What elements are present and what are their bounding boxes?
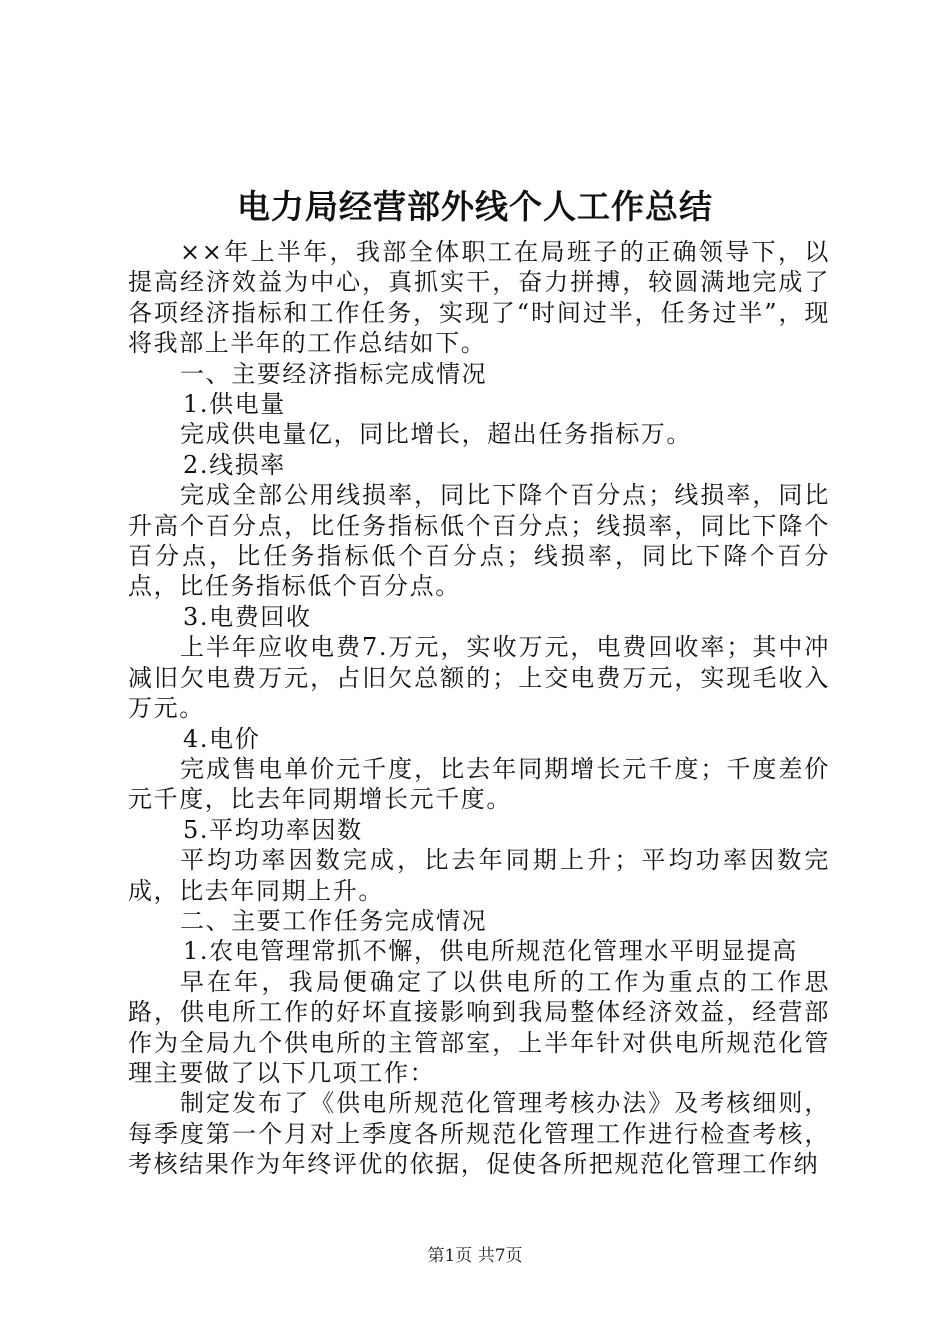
paragraph-intro: ××年上半年，我部全体职工在局班子的正确领导下，以提高经济效益为中心，真抓实干，奋力拼搏，较圆满地完成了各项经济指标和工作任务，实现了“时间过半，任务过半”，现将我部上半年的工作总结如下。 [128,238,830,358]
document-title: 电力局经营部外线个人工作总结 [237,187,713,226]
paragraph-power-supply: 完成供电量亿，同比增长，超出任务指标万。 [180,420,692,449]
subheading-price: 4.电价 [183,724,261,753]
subheading-power-factor: 5.平均功率因数 [183,815,363,844]
page-footer: 第1页 共7页 [427,1246,523,1266]
subheading-rural-management: 1.农电管理常抓不懈，供电所规范化管理水平明显提高 [183,937,798,966]
subheading-line-loss: 2.线损率 [183,450,286,479]
paragraph-rural-management: 早在年，我局便确定了以供电所的工作为重点的工作思路，供电所工作的好坏直接影响到我局整体经济效益，经营部作为全局九个供电所的主管部室，上半年针对供电所规范化管理主要做了以下几项工作： [128,967,830,1087]
paragraph-fee-collection: 上半年应收电费7.万元，实收万元，电费回收率；其中冲减旧欠电费万元，占旧欠总额的；上交电费万元，实现毛收入万元。 [128,633,830,723]
subheading-fee-collection: 3.电费回收 [183,602,312,631]
document-body [128,237,830,1180]
subheading-power-supply: 1.供电量 [183,390,286,419]
section-heading-1: 一、主要经济指标完成情况 [180,359,488,388]
paragraph-price: 完成售电单价元千度，比去年同期增长元千度；千度差价元千度，比去年同期增长元千度。 [128,754,830,814]
paragraph-power-factor: 平均功率因数完成，比去年同期上升；平均功率因数完成，比去年同期上升。 [128,846,830,905]
paragraph-line-loss: 完成全部公用线损率，同比下降个百分点；线损率，同比升高个百分点，比任务指标低个百分点；线损率，同比下降个百分点，比任务指标低个百分点；线损率，同比下降个百分点，比任务指标低个百分点。 [128,481,830,601]
paragraph-assessment: 制定发布了《供电所规范化管理考核办法》及考核细则，每季度第一个月对上季度各所规范化管理工作进行检查考核，考核结果作为年终评优的依据，促使各所把规范化管理工作纳 [128,1089,830,1179]
section-heading-2: 二、主要工作任务完成情况 [180,906,488,935]
